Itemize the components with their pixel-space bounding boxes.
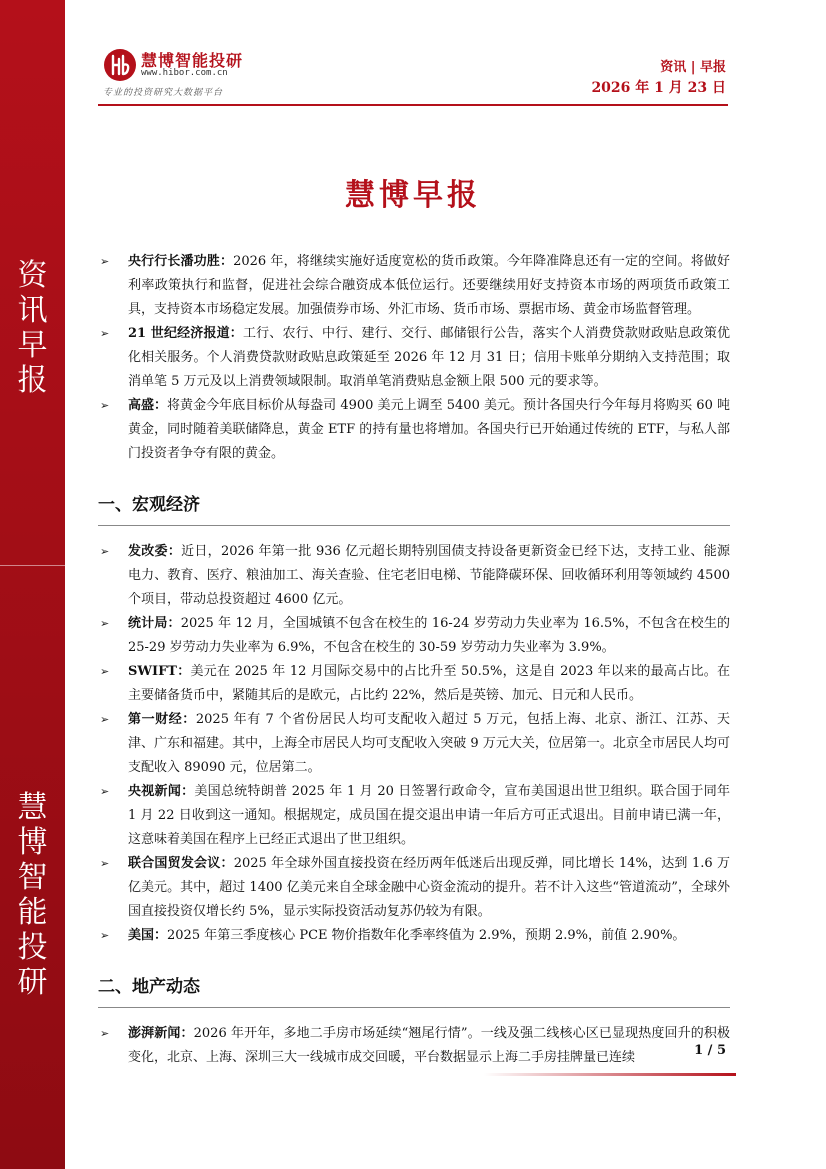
news-item [98,250,730,322]
sidebar-char: 早 [17,328,48,363]
report-body [98,250,730,1070]
news-source: 21 世纪经济报道： [128,326,243,341]
news-item [98,322,730,394]
arrow-bullet-icon: ➢ [100,327,110,340]
news-item [98,660,730,708]
news-text: 2026 年，将继续实施好适度宽松的货币政策。今年降准降息还有一定的空间。将做好利率政策执行和监督，促进社会综合融资成本低位运行。还要继续用好支持资本市场的两项货币政策工具，支持资本市场稳定发展。加强债券市场、外汇市场、货币市场、票据市场、黄金市场监督管理。 [128,254,730,317]
news-text: 美元在 2025 年 12 月国际交易中的占比升至 50.5%，这是自 2023 年以来的最高占比。在主要储备货币中，紧随其后的是欧元，占比约 22%，然后是英镑、加元、日元和人民币。 [128,664,730,703]
sidebar-char: 报 [17,363,48,398]
page-title: 慧博早报 [345,178,481,213]
news-source: SWIFT： [128,664,191,679]
news-item [98,780,730,852]
arrow-bullet-icon: ➢ [100,857,110,870]
arrow-bullet-icon: ➢ [100,545,110,558]
logo [103,46,273,98]
news-text: 2025 年 12 月，全国城镇不包含在校生的 16-24 岁劳动力失业率为 16.5%，不包含在校生的 25-29 岁劳动力失业率为 6.9%，不包含在校生的 30-59 岁劳动力失业率为 3.9%。 [128,616,730,655]
news-source: 美国： [128,928,168,943]
sidebar-divider [0,565,65,566]
news-source: 第一财经： [128,712,196,727]
arrow-bullet-icon: ➢ [100,929,110,942]
sidebar-char: 资 [17,258,48,293]
logo-url: www.hibor.com.cn [141,68,228,78]
sidebar-char: 智 [17,860,48,895]
sidebar-band [0,0,65,1169]
sidebar-char: 投 [17,930,48,965]
news-source: 发改委： [128,544,182,559]
logo-icon [103,48,137,82]
arrow-bullet-icon: ➢ [100,617,110,630]
report-category: 资讯 | 早报 [660,60,726,75]
sidebar-label-top [0,258,65,398]
news-text: 工行、农行、中行、建行、交行、邮储银行公告，落实个人消费贷款财政贴息政策优化相关服务。个人消费贷款财政贴息政策延至 2026 年 12 月 31 日；信用卡账单分期纳入支持范围；取消单笔 5 万元及以上消费领域限制。取消单笔消费贴息金额上限 500 元的要求等。 [128,326,730,389]
sidebar-label-bottom [0,790,65,1000]
news-source: 联合国贸发会议： [128,856,234,871]
news-source: 央行行长潘功胜： [128,254,234,269]
news-source: 统计局： [128,616,181,631]
sidebar-char: 博 [17,825,48,860]
arrow-bullet-icon: ➢ [100,665,110,678]
header-divider [98,104,728,106]
news-text: 美国总统特朗普 2025 年 1 月 20 日签署行政命令，宣布美国退出世卫组织。联合国于同年 1 月 22 日收到这一通知。根据规定，成员国在提交退出申请一年后方可正式退出。目前申请已满一年，这意味着美国在程序上已经正式退出了世卫组织。 [128,784,730,847]
section-divider [98,1007,730,1008]
news-item [98,540,730,612]
news-item [98,852,730,924]
arrow-bullet-icon: ➢ [100,255,110,268]
section-heading-macro: 一、宏观经济 [98,495,200,515]
arrow-bullet-icon: ➢ [100,713,110,726]
section-heading-real-estate: 二、地产动态 [98,977,200,997]
footer-divider [484,1073,736,1076]
news-source: 澎湃新闻： [128,1026,194,1041]
news-item [98,394,730,466]
news-text: 2026 年开年，多地二手房市场延续“翘尾行情”。一线及强二线核心区已显现热度回升的积极变化，北京、上海、深圳三大一线城市成交回暖，平台数据显示上海二手房挂牌量已连续 [128,1026,730,1065]
news-text: 2025 年第三季度核心 PCE 物价指数年化季率终值为 2.9%，预期 2.9%，前值 2.90%。 [167,928,686,943]
news-item [98,1022,730,1070]
news-text: 2025 年有 7 个省份居民人均可支配收入超过 5 万元，包括上海、北京、浙江、江苏、天津、广东和福建。其中，上海全市居民人均可支配收入突破 9 万元大关，位居第一。北京全市居民人均可支配收入 89090 元，位居第二。 [128,712,730,775]
header-meta [591,58,726,98]
section-divider [98,525,730,526]
news-item [98,708,730,780]
arrow-bullet-icon: ➢ [100,785,110,798]
arrow-bullet-icon: ➢ [100,1027,110,1040]
sidebar-char: 研 [17,965,48,1000]
page-number: 1 / 5 [694,1043,726,1058]
logo-name: 慧博智能投研 [141,51,244,70]
news-item [98,612,730,660]
news-source: 央视新闻： [128,784,195,799]
news-item [98,924,730,948]
arrow-bullet-icon: ➢ [100,399,110,412]
news-source: 高盛： [128,398,168,413]
news-text: 2025 年全球外国直接投资在经历两年低迷后出现反弹，同比增长 14%，达到 1.6 万亿美元。其中，超过 1400 亿美元来自全球金融中心资金流动的提升。若不计入这些“管道流动”，全球外国直接投资仅增长约 5%，显示实际投资活动复苏仍较为有限。 [128,856,730,919]
sidebar-char: 讯 [17,293,48,328]
news-text: 将黄金今年底目标价从每盎司 4900 美元上调至 5400 美元。预计各国央行今年每月将购买 60 吨黄金，同时随着美联储降息，黄金 ETF 的持有量也将增加。各国央行已开始通过传统的 ETF，与私人部门投资者争夺有限的黄金。 [128,398,730,461]
news-text: 近日，2026 年第一批 936 亿元超长期特别国债支持设备更新资金已经下达，支持工业、能源电力、教育、医疗、粮油加工、海关查验、住宅老旧电梯、节能降碳环保、回收循环利用等领域约 4500 个项目，带动总投资超过 4600 亿元。 [128,544,730,607]
sidebar-char: 能 [17,895,48,930]
report-date: 2026 年 1 月 23 日 [591,80,726,96]
logo-slogan: 专业的投资研究大数据平台 [103,88,224,98]
sidebar-char: 慧 [17,790,48,825]
